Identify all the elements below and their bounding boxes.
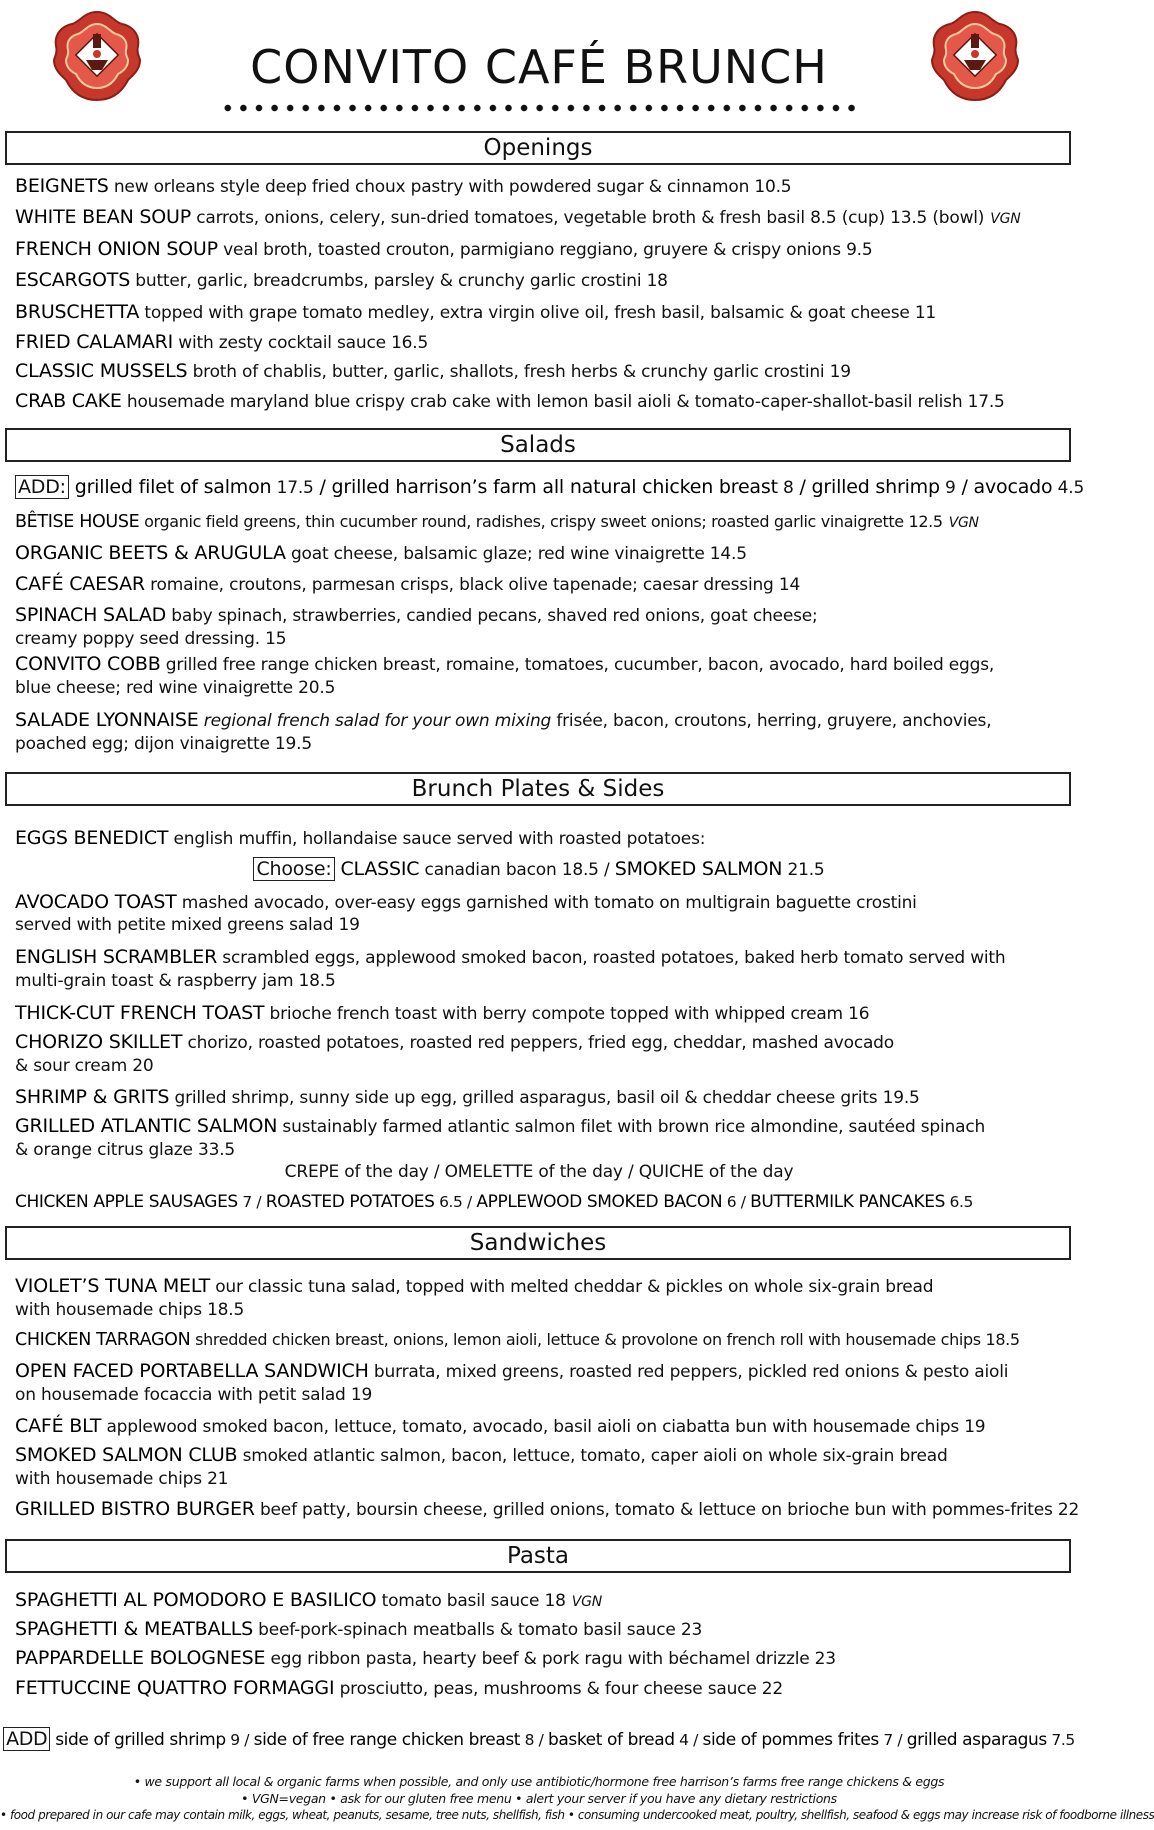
- menu-item: CHICKEN TARRAGON shredded chicken breast, onions, lemon aioli, lettuce & provolone on french roll with housemade chips 18.5: [15, 1330, 1020, 1350]
- footer-note: • food prepared in our cafe may contain milk, eggs, wheat, peanuts, sesame, tree nuts, shellfish, fish • consuming undercooked meat, poultry, shellfish, seafood & eggs may increase risk of foodborne illness: [0, 1808, 1154, 1822]
- menu-item: BRUSCHETTA topped with grape tomato medley, extra virgin olive oil, fresh basil, balsamic & goat cheese 11: [15, 301, 937, 323]
- menu-item: PAPPARDELLE BOLOGNESE egg ribbon pasta, hearty beef & pork ragu with béchamel drizzle 23: [15, 1647, 836, 1669]
- menu-item: GRILLED ATLANTIC SALMON sustainably farmed atlantic salmon filet with brown rice almondine, sautéed spinach: [15, 1115, 986, 1137]
- menu-item: ESCARGOTS butter, garlic, breadcrumbs, parsley & crunchy garlic crostini 18: [15, 269, 668, 291]
- menu-item: SPAGHETTI AL POMODORO E BASILICO tomato basil sauce 18 VGN: [15, 1589, 603, 1611]
- menu-item-continued: blue cheese; red wine vinaigrette 20.5: [15, 678, 336, 698]
- menu-item-continued: served with petite mixed greens salad 19: [15, 915, 360, 935]
- pasta-add-ons: ADD side of grilled shrimp 9 / side of free range chicken breast 8 / basket of bread 4 / side of pommes frites 7 / grilled asparagus 7.5: [0, 1727, 1078, 1752]
- of-the-day: CREPE of the day / OMELETTE of the day / QUICHE of the day: [284, 1162, 794, 1182]
- menu-item: ORGANIC BEETS & ARUGULA goat cheese, balsamic glaze; red wine vinaigrette 14.5: [15, 542, 747, 564]
- section-header-brunch: Brunch Plates & Sides: [5, 772, 1071, 806]
- benedict-choices: Choose: CLASSIC canadian bacon 18.5 / SMOKED SALMON 21.5: [0, 857, 1078, 882]
- menu-item: SMOKED SALMON CLUB smoked atlantic salmon, bacon, lettuce, tomato, caper aioli on whole six-grain bread: [15, 1444, 948, 1466]
- section-header-openings: Openings: [5, 131, 1071, 165]
- menu-item-continued: & sour cream 20: [15, 1056, 154, 1076]
- menu-item: SALADE LYONNAISE regional french salad for your own mixing frisée, bacon, croutons, herring, gruyere, anchovies,: [15, 709, 992, 731]
- menu-item: EGGS BENEDICT english muffin, hollandaise sauce served with roasted potatoes:: [15, 827, 706, 849]
- menu-item: CAFÉ CAESAR romaine, croutons, parmesan crisps, black olive tapenade; caesar dressing 14: [15, 573, 801, 595]
- section-header-sandwiches: Sandwiches: [5, 1226, 1071, 1260]
- menu-item-continued: & orange citrus glaze 33.5: [15, 1140, 236, 1160]
- menu-item: FRIED CALAMARI with zesty cocktail sauce 16.5: [15, 331, 429, 353]
- dotted-divider: [220, 103, 860, 113]
- brunch-sides: CHICKEN APPLE SAUSAGES 7 / ROASTED POTATOES 6.5 / APPLEWOOD SMOKED BACON 6 / BUTTERMILK PANCAKES 6.5: [15, 1192, 973, 1212]
- section-header-salads: Salads: [5, 428, 1071, 462]
- menu-item: CHORIZO SKILLET chorizo, roasted potatoes, roasted red peppers, fried egg, cheddar, mashed avocado: [15, 1031, 894, 1053]
- footer-note: • we support all local & organic farms when possible, and only use antibiotic/hormone free harrison’s farms free range chickens & eggs: [133, 1774, 945, 1789]
- page-title: CONVITO CAFÉ BRUNCH: [250, 40, 828, 94]
- menu-item: BÊTISE HOUSE organic field greens, thin cucumber round, radishes, crispy sweet onions; roasted garlic vinaigrette 12.5 VGN: [15, 512, 979, 532]
- footer-note: • VGN=vegan • ask for our gluten free menu • alert your server if you have any dietary restrictions: [241, 1791, 837, 1806]
- menu-item: SHRIMP & GRITS grilled shrimp, sunny side up egg, grilled asparagus, basil oil & cheddar cheese grits 19.5: [15, 1086, 920, 1108]
- menu-item: CRAB CAKE housemade maryland blue crispy crab cake with lemon basil aioli & tomato-caper-shallot-basil relish 17.5: [15, 390, 1005, 412]
- menu-item: FRENCH ONION SOUP veal broth, toasted crouton, parmigiano reggiano, gruyere & crispy onions 9.5: [15, 238, 873, 260]
- menu-item: SPAGHETTI & MEATBALLS beef-pork-spinach meatballs & tomato basil sauce 23: [15, 1618, 703, 1640]
- menu-item-continued: creamy poppy seed dressing. 15: [15, 629, 287, 649]
- menu-item: OPEN FACED PORTABELLA SANDWICH burrata, mixed greens, roasted red peppers, pickled red onions & pesto aioli: [15, 1360, 1009, 1382]
- menu-item: ENGLISH SCRAMBLER scrambled eggs, applewood smoked bacon, roasted potatoes, baked herb tomato served with: [15, 946, 1006, 968]
- menu-item: WHITE BEAN SOUP carrots, onions, celery, sun-dried tomatoes, vegetable broth & fresh basil 8.5 (cup) 13.5 (bowl) VGN: [15, 206, 1021, 228]
- menu-item-continued: with housemade chips 21: [15, 1469, 229, 1489]
- menu-item: THICK-CUT FRENCH TOAST brioche french toast with berry compote topped with whipped cream 16: [15, 1002, 870, 1024]
- menu-item: BEIGNETS new orleans style deep fried choux pastry with powdered sugar & cinnamon 10.5: [15, 175, 792, 197]
- menu-item-continued: with housemade chips 18.5: [15, 1300, 245, 1320]
- section-header-pasta: Pasta: [5, 1539, 1071, 1573]
- salad-add-ons: ADD: grilled filet of salmon 17.5 / grilled harrison’s farm all natural chicken breast 8 / grilled shrimp 9 / avocado 4.5: [15, 475, 1084, 500]
- menu-item: AVOCADO TOAST mashed avocado, over-easy eggs garnished with tomato on multigrain baguette crostini: [15, 891, 917, 913]
- menu-item: CLASSIC MUSSELS broth of chablis, butter, garlic, shallots, fresh herbs & crunchy garlic crostini 19: [15, 360, 851, 382]
- menu-item: CAFÉ BLT applewood smoked bacon, lettuce, tomato, avocado, basil aioli on ciabatta bun with housemade chips 19: [15, 1415, 986, 1437]
- menu-item: FETTUCCINE QUATTRO FORMAGGI prosciutto, peas, mushrooms & four cheese sauce 22: [15, 1677, 784, 1699]
- menu-item-continued: multi-grain toast & raspberry jam 18.5: [15, 971, 336, 991]
- menu-item-continued: on housemade focaccia with petit salad 19: [15, 1385, 373, 1405]
- menu-item: GRILLED BISTRO BURGER beef patty, boursin cheese, grilled onions, tomato & lettuce on brioche bun with pommes-frites 22: [15, 1498, 1080, 1520]
- menu-item-continued: poached egg; dijon vinaigrette 19.5: [15, 734, 312, 754]
- menu-item: CONVITO COBB grilled free range chicken breast, romaine, tomatoes, cucumber, bacon, avocado, hard boiled eggs,: [15, 653, 995, 675]
- menu-item: VIOLET’S TUNA MELT our classic tuna salad, topped with melted cheddar & pickles on whole six-grain bread: [15, 1275, 934, 1297]
- menu-item: SPINACH SALAD baby spinach, strawberries, candied pecans, shaved red onions, goat cheese;: [15, 604, 818, 626]
